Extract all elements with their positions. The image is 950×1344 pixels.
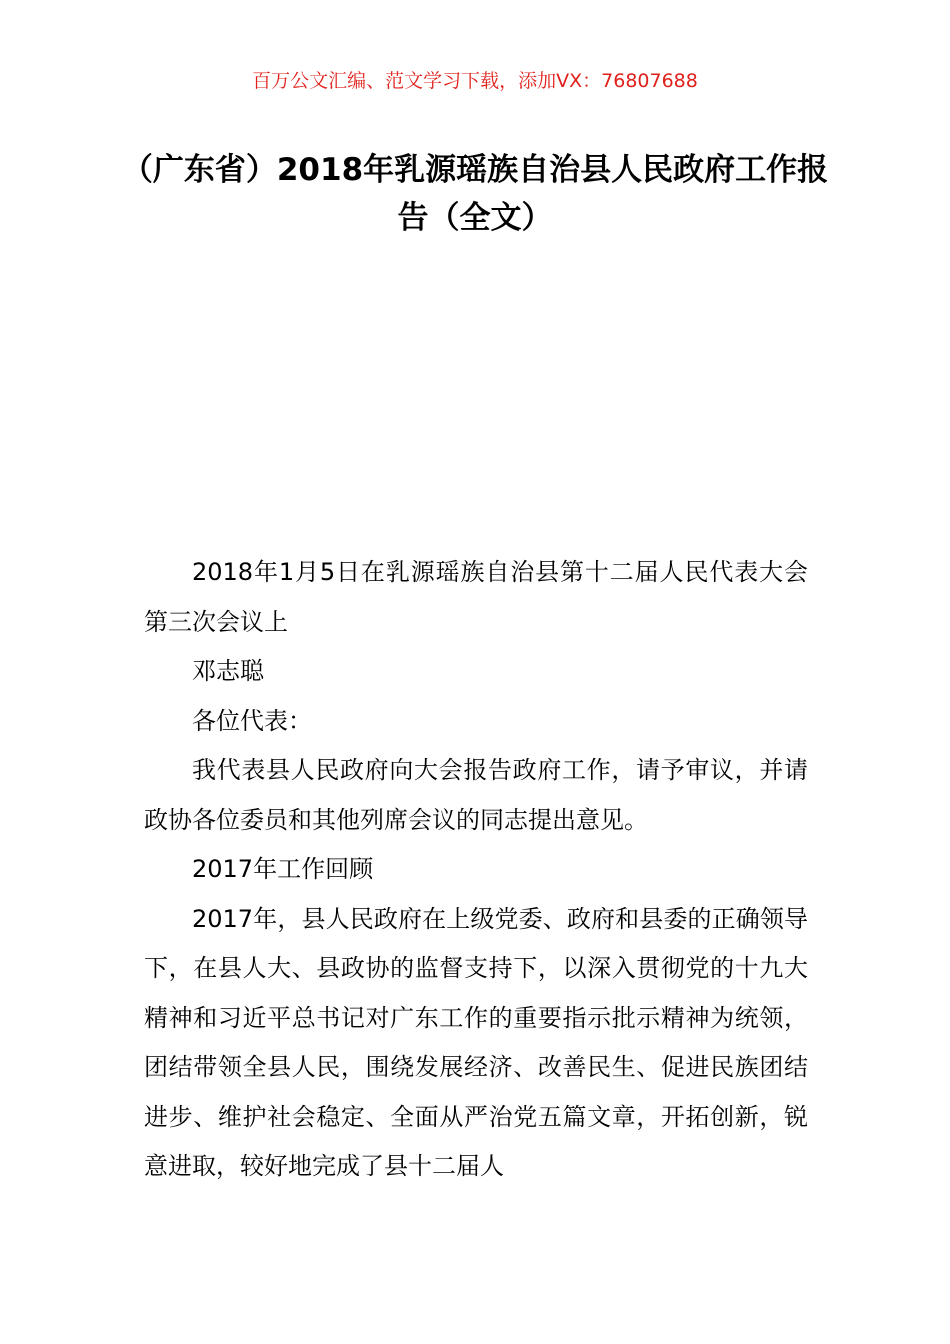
intro-paragraph: 我代表县人民政府向大会报告政府工作，请予审议，并请政协各位委员和其他列席会议的同志提出意见。 <box>144 756 808 834</box>
section-heading: 2017年工作回顾 <box>192 855 374 883</box>
document-title: （广东省）2018年乳源瑶族自治县人民政府工作报告（全文） <box>121 152 829 236</box>
review-paragraph: 2017年，县人民政府在上级党委、政府和县委的正确领导下，在县人大、县政协的监督支持下，以深入贯彻党的十九大精神和习近平总书记对广东工作的重要指示批示精神为统领，团结带领全县人民，围绕发展经济、改善民生、促进民族团结进步、维护社会稳定、全面从严治党五篇文章，开拓创新，锐意进取，较好地完成了县十二届人 <box>144 904 808 1180</box>
header-watermark-note: 百万公文汇编、范文学习下载，添加VX：76807688 <box>252 70 698 92</box>
meeting-info-paragraph: 2018年1月5日在乳源瑶族自治县第十二届人民代表大会第三次会议上 <box>144 558 808 636</box>
salutation: 各位代表： <box>192 706 312 735</box>
speaker-name: 邓志聪 <box>192 657 264 685</box>
document-body <box>144 548 808 1192</box>
